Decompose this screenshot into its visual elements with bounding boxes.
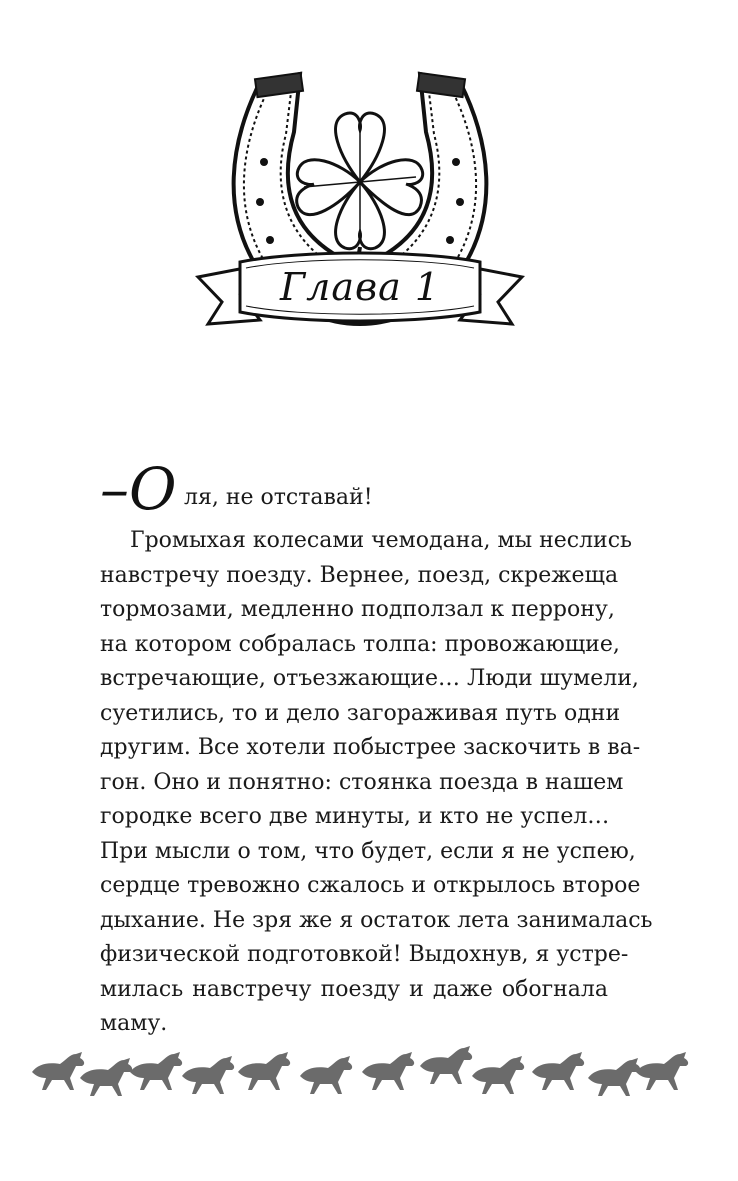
- running-horses-border: [30, 1040, 690, 1100]
- text-line: на котором собралась толпа: провожающие,: [100, 631, 620, 657]
- dropcap: –О: [100, 455, 177, 523]
- text-line: дыхание. Не зря же я остаток лета занималась: [100, 907, 653, 933]
- text-line: встречающие, отъезжающие… Люди шумели,: [100, 666, 639, 691]
- chapter-text: [100, 455, 653, 1042]
- first-line-text: ля, не отставай!: [184, 485, 373, 510]
- text-line: При мысли о том, что будет, если я не успею,: [100, 838, 636, 864]
- text-line: суетились, то и дело загораживая путь одни: [100, 700, 621, 726]
- text-line: сердце тревожно сжалось и открылось второе: [100, 873, 641, 898]
- running-horses-border-icon: [30, 1040, 690, 1100]
- text-line: навстречу поезду. Вернее, поезд, скрежеща: [100, 562, 619, 588]
- text-line: маму.: [100, 1011, 168, 1036]
- text-line: тормозами, медленно подползал к перрону,: [100, 597, 615, 622]
- text-line: городке всего две минуты, и кто не успел…: [100, 804, 610, 829]
- chapter-title: Глава 1: [279, 265, 441, 309]
- text-line: физической подготовкой! Выдохнув, я устре-: [100, 942, 629, 967]
- text-line: другим. Все хотели побыстрее заскочить в ва-: [100, 735, 641, 760]
- text-line: милась навстречу поезду и даже обогнала: [100, 976, 608, 1002]
- text-line: гон. Оно и понятно: стоянка поезда в нашем: [100, 769, 624, 795]
- text-line: Громыхая колесами чемодана, мы неслись: [130, 528, 633, 553]
- paragraph: [100, 524, 653, 1042]
- first-line: [100, 455, 608, 524]
